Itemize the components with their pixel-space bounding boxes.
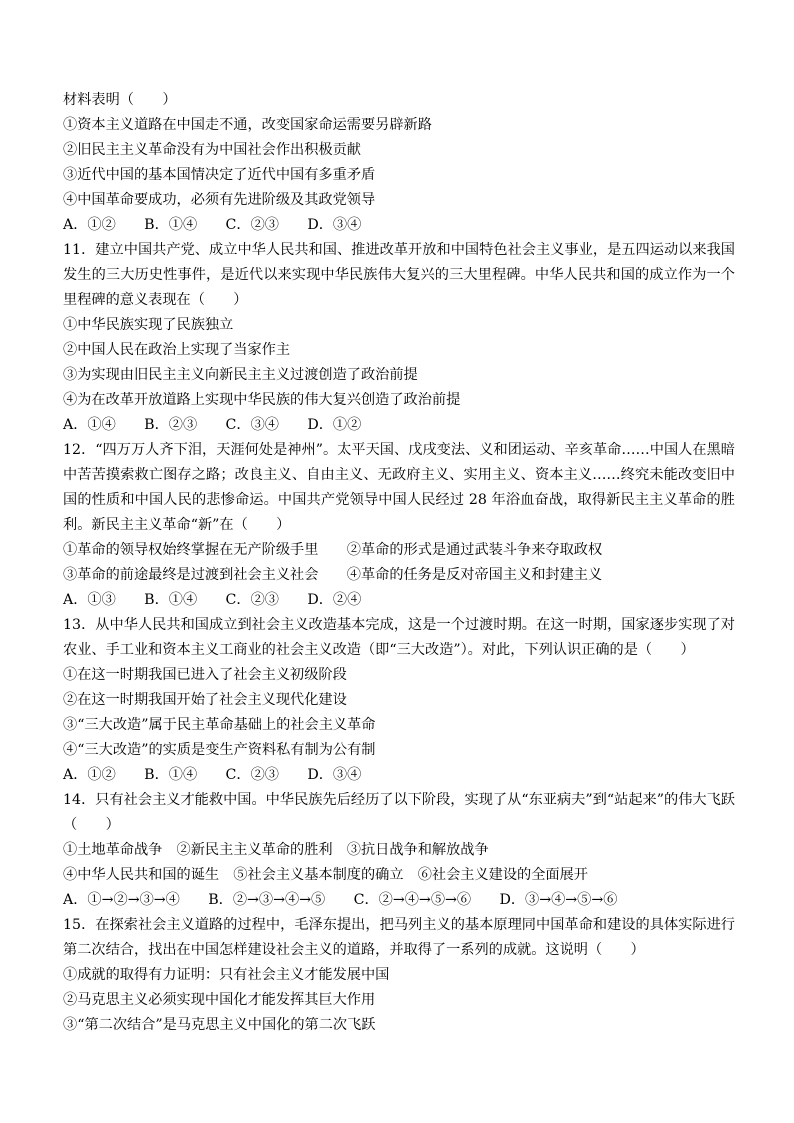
statement-row-1: ①土地革命战争 ②新民主主义革命的胜利 ③抗日战争和解放战争 <box>63 842 489 858</box>
answer-options: A．①③ B．①④ C．②③ D．②④ <box>63 592 362 608</box>
statement-row-2 <box>63 563 735 588</box>
statement-1: ①资本主义道路在中国走不通，改变国家命运需要另辟新路 <box>63 117 432 133</box>
statement-4: ④中国革命要成功，必须有先进阶级及其政党领导 <box>63 192 376 208</box>
statement-row-1 <box>63 538 735 563</box>
question-stem: 14．只有社会主义才能救中国。中华民族先后经历了以下阶段，实现了从“东亚病夫”到“站起来”的伟大飞跃（ ） <box>63 792 735 833</box>
question-content <box>63 88 735 1038</box>
statement-4: ④“三大改造”的实质是变生产资料私有制为公有制 <box>63 742 376 758</box>
statement-2: ②革命的形式是通过武装斗争来夺取政权 <box>346 542 603 558</box>
statement-3: ③近代中国的基本国情决定了近代中国有多重矛盾 <box>63 167 376 183</box>
question-stem: 12．“四万万人齐下泪，天涯何处是神州”。太平天国、戊戌变法、义和团运动、辛亥革命……中国人在黑暗中苦苦摸索救亡图存之路；改良主义、自由主义、无政府主义、实用主义、资本主义……终究未能改变旧中国的性质和中国人民的悲惨命运。中国共产党领导中国人民经过 28 年浴血奋战，取得新民主主义革命的胜利。新民主主义革命“新”在（ ） <box>63 442 735 533</box>
question-15 <box>63 913 735 1038</box>
statement-1: ①中华民族实现了民族独立 <box>63 317 234 333</box>
question-stem: 11．建立中国共产党、成立中华人民共和国、推进改革开放和中国特色社会主义事业，是五四运动以来我国发生的三大历史性事件，是近代以来实现中华民族伟大复兴的三大里程碑。中华人民共和国的成立作为一个里程碑的意义表现在（ ） <box>63 242 735 308</box>
answer-options: A．①② B．①④ C．②③ D．③④ <box>63 767 362 783</box>
answer-options: A．①→②→③→④ B．②→③→④→⑤ C．②→④→⑤→⑥ D．③→④→⑤→⑥ <box>63 892 618 908</box>
statement-3: ③“第二次结合”是马克思主义中国化的第二次飞跃 <box>63 1017 376 1033</box>
question-lead: 材料表明（ ） <box>63 92 177 108</box>
statement-3: ③为实现由旧民主主义向新民主主义过渡创造了政治前提 <box>63 367 418 383</box>
question-stem: 13．从中华人民共和国成立到社会主义改造基本完成，这是一个过渡时期。在这一时期，国家逐步实现了对农业、手工业和资本主义工商业的社会主义改造（即“三大改造”）。对此，下列认识正确的是（ ） <box>63 617 735 658</box>
statement-row-2: ④中华人民共和国的诞生 ⑤社会主义基本制度的确立 ⑥社会主义建设的全面展开 <box>63 867 588 883</box>
statement-2: ②在这一时期我国开始了社会主义现代化建设 <box>63 692 347 708</box>
statement-3: ③革命的前途最终是过渡到社会主义社会 <box>63 567 319 583</box>
statement-3: ③“三大改造”属于民主革命基础上的社会主义革命 <box>63 717 376 733</box>
question-13 <box>63 613 735 788</box>
question-14 <box>63 788 735 913</box>
statement-4: ④为在改革开放道路上实现中华民族的伟大复兴创造了政治前提 <box>63 392 461 408</box>
statement-2: ②旧民主主义革命没有为中国社会作出积极贡献 <box>63 142 361 158</box>
statement-1: ①成就的取得有力证明：只有社会主义才能发展中国 <box>63 967 390 983</box>
question-stem: 15．在探索社会主义道路的过程中，毛泽东提出，把马列主义的基本原理同中国革命和建设的具体实际进行第二次结合，找出在中国怎样建设社会主义的道路，并取得了一系列的成就。这说明（ ） <box>63 917 735 958</box>
statement-4: ④革命的任务是反对帝国主义和封建主义 <box>346 567 603 583</box>
answer-options: A．①④ B．②③ C．③④ D．①② <box>63 417 362 433</box>
statement-1: ①革命的领导权始终掌握在无产阶级手里 <box>63 542 319 558</box>
statement-2: ②中国人民在政治上实现了当家作主 <box>63 342 291 358</box>
statement-1: ①在这一时期我国已进入了社会主义初级阶段 <box>63 667 347 683</box>
answer-options: A．①② B．①④ C．②③ D．③④ <box>63 217 362 233</box>
question-10-tail <box>63 88 735 238</box>
question-11 <box>63 238 735 438</box>
question-12 <box>63 438 735 613</box>
statement-2: ②马克思主义必须实现中国化才能发挥其巨大作用 <box>63 992 376 1008</box>
